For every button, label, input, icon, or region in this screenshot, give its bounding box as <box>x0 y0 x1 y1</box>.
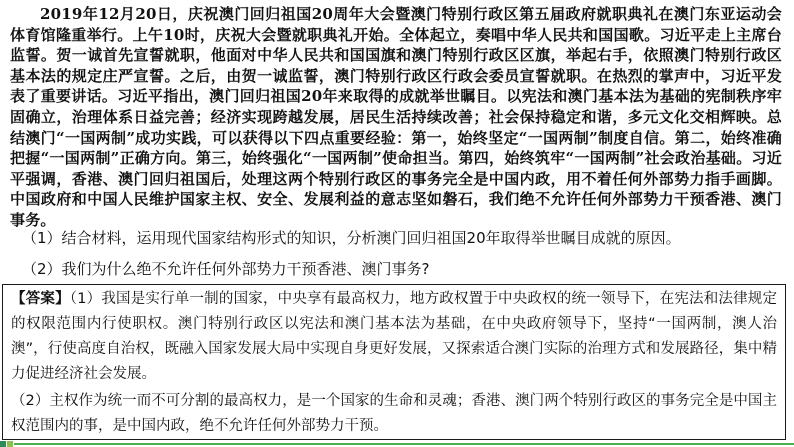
answer-paragraph-2: （2）主权作为统一而不可分割的最高权力，是一个国家的生命和灵魂；香港、澳门两个特别行政区的事务完全是中国主权范围内的事，是中国内政，绝不允许任何外部势力干预。 <box>11 393 777 434</box>
question-1: （1）结合材料，运用现代国家结构形式的知识，分析澳门回归祖国20年取得举世瞩目成就的原因。 <box>22 229 681 247</box>
material-paragraph: 2019年12月20日，庆祝澳门回归祖国20周年大会暨澳门特别行政区第五届政府就职典礼在澳门东亚运动会体育馆隆重举行。上午10时，庆祝大会暨就职典礼开始。全体起立，奏唱中华人民共和国国歌。习近平走上主席台监誓。贺一诚首先宣誓就职，他面对中华人民共和国国旗和澳门特别行政区区旗，举起右手，依照澳门特别行政区基本法的规定庄严宣誓。之后，由贺一诚监誓，澳门特别行政区行政会委员宣誓就职。在热烈的掌声中，习近平发表了重要讲话。习近平指出，澳门回归祖国20年来取得的成就举世瞩目。以宪法和澳门基本法为基础的宪制秩序牢固确立，治理体系日益完善；经济实现跨越发展，居民生活持续改善；社会保持稳定和谐，多元文化交相辉映。总结澳门“一国两制”成功实践，可以获得以下四点重要经验：第一，始终坚定“一国两制”制度自信。第二，始终准确把握“一国两制”正确方向。第三，始终强化“一国两制”使命担当。第四，始终筑牢“一国两制”社会政治基础。习近平强调，香港、澳门回归祖国后，处理这两个特别行政区的事务完全是中国内政，用不着任何外部势力指手画脚。中国政府和中国人民维护国家主权、安全、发展利益的意志坚如磐石，我们绝不允许任何外部势力干预香港、澳门事务。 <box>10 5 782 229</box>
answer-paragraph-1 <box>11 287 777 387</box>
deco-square-dark <box>0 441 6 447</box>
footer-decoration <box>0 441 794 447</box>
answer-part-1: （1）我国是实行单一制的国家，中央享有最高权力，地方政权置于中央政权的统一领导下，在宪法和法律规定的权限范围内行使职权。澳门特别行政区以宪法和澳门基本法为基础，在中央政府领导下，坚持“一国两制，澳人治澳”，行使高度自治权，既融入国家发展大局中实现自身更好发展，又探索适合澳门实际的治理方式和发展路径，集中精力促进经济社会发展。 <box>11 291 777 382</box>
deco-square-light <box>7 441 13 447</box>
deco-line <box>14 443 794 445</box>
question-2: （2）我们为什么绝不允许任何外部势力干预香港、澳门事务? <box>22 260 430 278</box>
answer-label: 【答案】 <box>11 291 70 307</box>
answer-box <box>2 284 786 440</box>
